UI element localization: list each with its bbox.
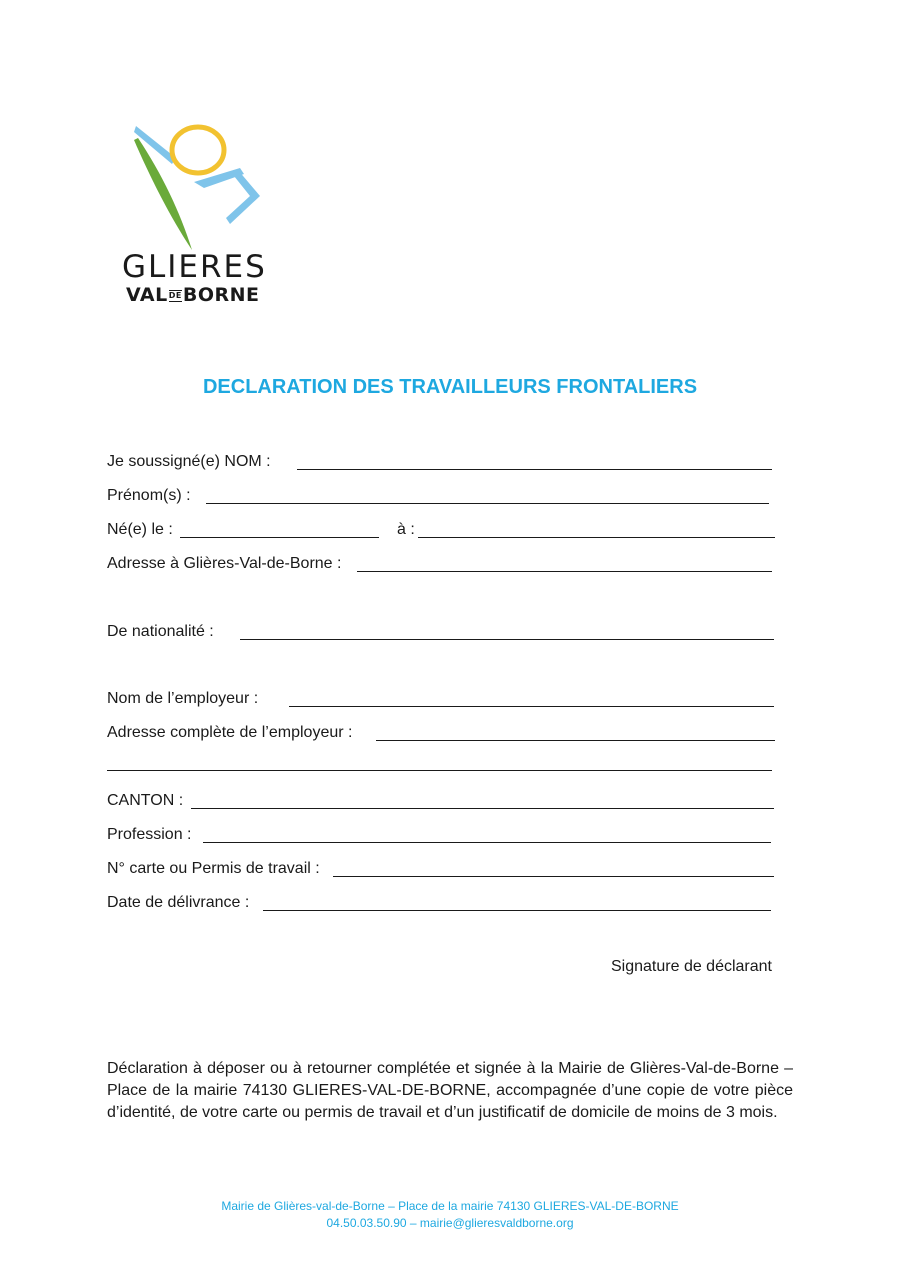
glieres-logo [120,122,280,312]
field-nom-input[interactable] [297,469,772,470]
field-carte-input[interactable] [333,876,774,877]
field-nationalite [107,622,214,642]
field-date-input[interactable] [263,910,771,911]
logo-text-borne: BORNE [182,284,260,306]
field-adresse [107,554,341,574]
instructions-paragraph: Déclaration à déposer ou à retourner complétée et signée à la Mairie de Glières-Val-de-Borne – Place de la mairie 74130 GLIERES-VAL-DE-BORNE, accompagnée d’une copie de votre pièce d’identité, de votre carte ou permis de travail et d’un justificatif de domicile de moins de 3 mois. [107,1060,793,1121]
field-a-input[interactable] [418,537,775,538]
field-employeur [107,689,258,709]
field-nationalite-input[interactable] [240,639,774,640]
field-date-label: Date de délivrance : [107,894,250,911]
field-prenom [107,486,191,506]
field-employeur-label: Nom de l’employeur : [107,690,259,707]
field-nationalite-label: De nationalité : [107,623,214,640]
page-title: DECLARATION DES TRAVAILLEURS FRONTALIERS [202,376,698,398]
field-profession-label: Profession : [107,826,192,843]
field-date [107,893,249,913]
footer-contact: 04.50.03.50.90 – mairie@glieresvaldborne.org [326,1216,574,1230]
field-adresse-employeur-input[interactable] [376,740,775,741]
signature-label: Signature de déclarant [611,958,772,975]
field-profession [107,825,191,845]
logo-text-de: DE [168,290,182,300]
field-adresse-input[interactable] [357,571,772,572]
field-a-label: à : [397,521,415,538]
field-canton [107,791,183,811]
logo-emblem-icon [120,122,280,252]
field-profession-input[interactable] [203,842,771,843]
field-ne-le-label: Né(e) le : [107,521,173,538]
logo-text-valdeborne [126,286,260,305]
field-canton-label: CANTON : [107,792,184,809]
field-prenom-label: Prénom(s) : [107,487,191,504]
field-adresse-employeur-line2[interactable] [107,770,772,771]
field-ne-le-input[interactable] [180,537,379,538]
field-nom [107,452,271,472]
field-employeur-input[interactable] [289,706,774,707]
field-ne-le [107,520,415,540]
field-carte-label: N° carte ou Permis de travail : [107,860,320,877]
field-adresse-employeur [107,723,352,743]
field-adresse-label: Adresse à Glières-Val-de-Borne : [107,555,342,572]
field-nom-label: Je soussigné(e) NOM : [107,453,271,470]
field-adresse-employeur-label: Adresse complète de l’employeur : [107,724,353,741]
footer-address: Mairie de Glières-val-de-Borne – Place de la mairie 74130 GLIERES-VAL-DE-BORNE [221,1199,679,1213]
logo-text-glieres: GLIERES [122,249,267,285]
logo-text-val: VAL [126,284,168,306]
field-canton-input[interactable] [191,808,774,809]
field-prenom-input[interactable] [206,503,769,504]
field-carte [107,859,320,879]
